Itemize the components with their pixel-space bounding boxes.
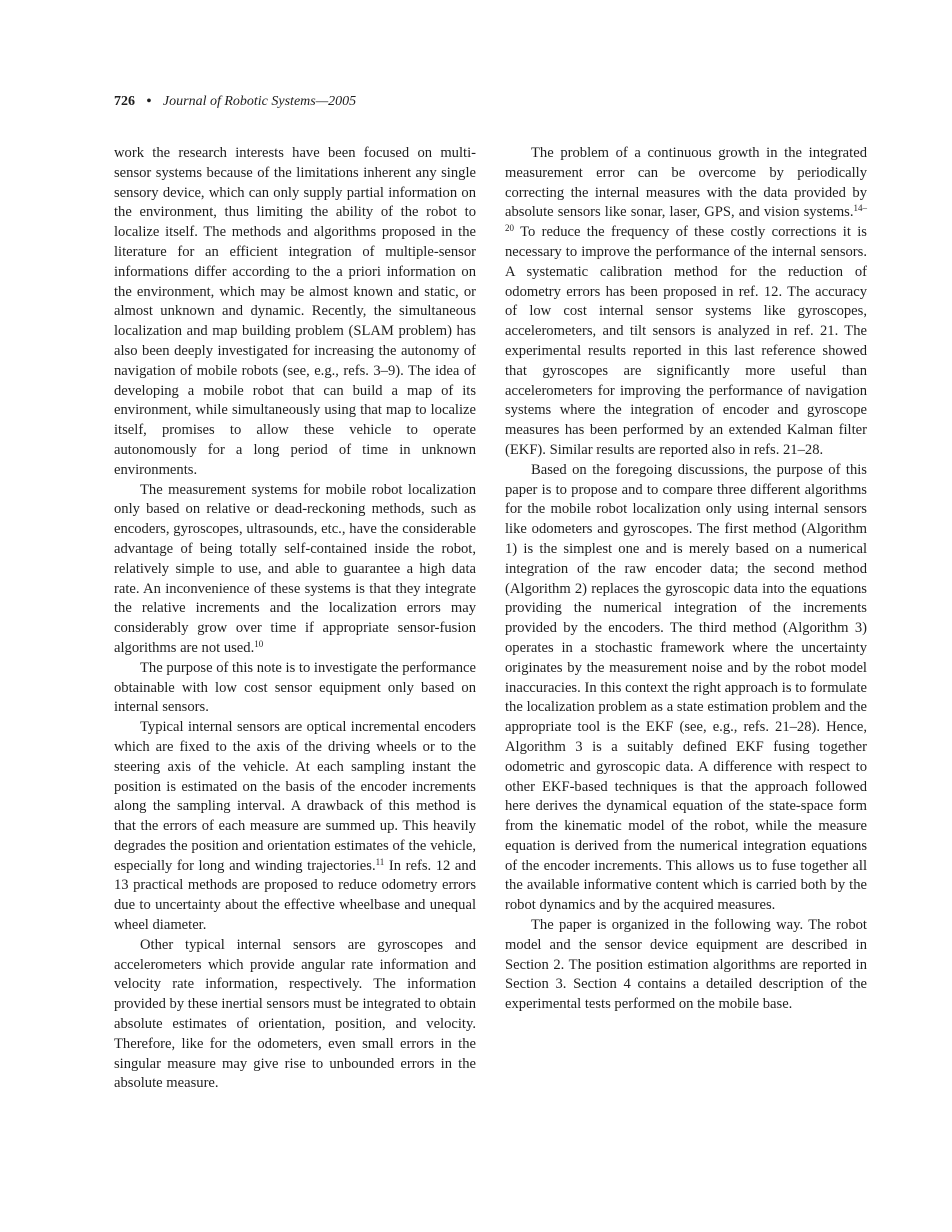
paragraph: The purpose of this note is to investigate the performance obtainable with low cost sensor equipment only based on internal sensors.	[114, 659, 476, 716]
citation-superscript: 14–20	[505, 203, 867, 234]
citation-superscript: 11	[375, 856, 385, 867]
paragraph: Typical internal sensors are optical incremental encoders which are fixed to the axis of the driving wheels or to the steering axis of the vehicle. At each sampling instant the position is estimated on the basis of the encoder increments along the sampling interval. A drawback of this method is that the errors of each measure are summed up. This heavily degrades the position and orientation estimates of the vehicle, especially for long and winding trajectories.$^{11}$ In refs. 12 and 13 practical methods are proposed to reduce odometry errors due to uncertainty about the effective wheelbase and unequal wheel diameter.	[114, 719, 476, 934]
journal-name: Journal of Robotic Systems—2005	[162, 94, 357, 109]
paragraph: The problem of a continuous growth in the integrated measurement error can be overcome by periodically correcting the internal measures with the data provided by absolute sensors like sonar, laser, GPS, and vision systems.$^{14-20}$ To reduce the frequency of these costly corrections it is necessary to improve the performance of the internal sensors. A systematic calibration method for the reduction of odometry errors has been proposed in ref. 12. The accuracy of low cost internal sensor systems like gyroscopes, accelerometers, and tilt sensors is analyzed in ref. 21. The experimental results reported in this last reference showed that gyroscopes are significantly more useful than accelerometers for improving the performance of navigation systems where the integration of encoder and gyroscope measures has been performed by an extended Kalman filter (EKF). Similar results are reported also in refs. 21–28.	[505, 145, 867, 458]
left-column	[114, 144, 476, 1094]
paragraph: The measurement systems for mobile robot localization only based on relative or dead-reckoning methods, such as encoders, gyroscopes, ultrasounds, etc., have the considerable advantage of being totally self-contained inside the robot, relatively simple to use, and able to guarantee a high data rate. An inconvenience of these systems is that they integrate the relative increments and the localization errors may considerably grow over time if appropriate sensor-fusion algorithms are not used.$^{10}$	[114, 481, 476, 656]
running-header	[114, 92, 356, 112]
header-separator: •	[146, 94, 152, 109]
paragraph: The paper is organized in the following way. The robot model and the sensor device equipment are described in Section 2. The position estimation algorithms are reported in Section 3. Section 4 contains a detailed description of the experimental tests performed on the mobile base.	[505, 917, 867, 1013]
paragraph: work the research interests have been focused on multi-sensor systems because of the limitations inherent any single sensory device, which can only supply partial information on the environment, thus limiting the ability of the robot to localize itself. The methods and algorithms proposed in the literature for an efficient integration of multiple-sensor informations differ according to the a priori information on the environment, which may be almost known and static, or almost unknown and dynamic. Recently, the simultaneous localization and map building problem (SLAM problem) has also been deeply investigated for increasing the autonomy of navigation of mobile robots (see, e.g., refs. 3–9). The idea of developing a mobile robot that can build a map of its environment, while simultaneously using that map to localize itself, promises to allow these vehicle to operate autonomously for a long period of time in unknown environments.	[114, 145, 476, 478]
citation-superscript: 10	[254, 638, 264, 649]
paragraph: Other typical internal sensors are gyroscopes and accelerometers which provide angular rate information and velocity rate information, respectively. The information provided by these inertial sensors must be integrated to obtain absolute estimates of orientation, position, and velocity. Therefore, like for the odometers, even small errors in the singular measure may give rise to unbounded errors in the absolute measure.	[114, 936, 476, 1092]
right-column	[505, 144, 867, 1015]
paragraph: Based on the foregoing discussions, the purpose of this paper is to propose and to compare three different algorithms for the mobile robot localization only using internal sensors like odometers and gyroscopes. The first method (Algorithm 1) is the simplest one and is merely based on a numerical integration of the raw encoder data; the second method (Algorithm 2) replaces the gyroscopic data into the equations providing the numerical integration of the increments provided by the encoders. The third method (Algorithm 3) operates in a stochastic framework where the uncertainty originates by the measurement noise and by the robot model inaccuracies. In this context the right approach is to formulate the localization problem as a state estimation problem and the appropriate tool is the EKF (see, e.g., refs. 21–28). Hence, Algorithm 3 is a suitably defined EKF fusing together odometric and gyroscopic data. A difference with respect to other EKF-based techniques is that the approach followed here derives the dynamical equation of the state-space form from the kinematic model of the robot, while the measure equation is derived from the numerical integration equations of the encoder increments. This allows us to fuse together all the available informative content which is carried both by the robot dynamics and by the acquired measures.	[505, 461, 867, 914]
page-number: 726	[114, 94, 135, 109]
